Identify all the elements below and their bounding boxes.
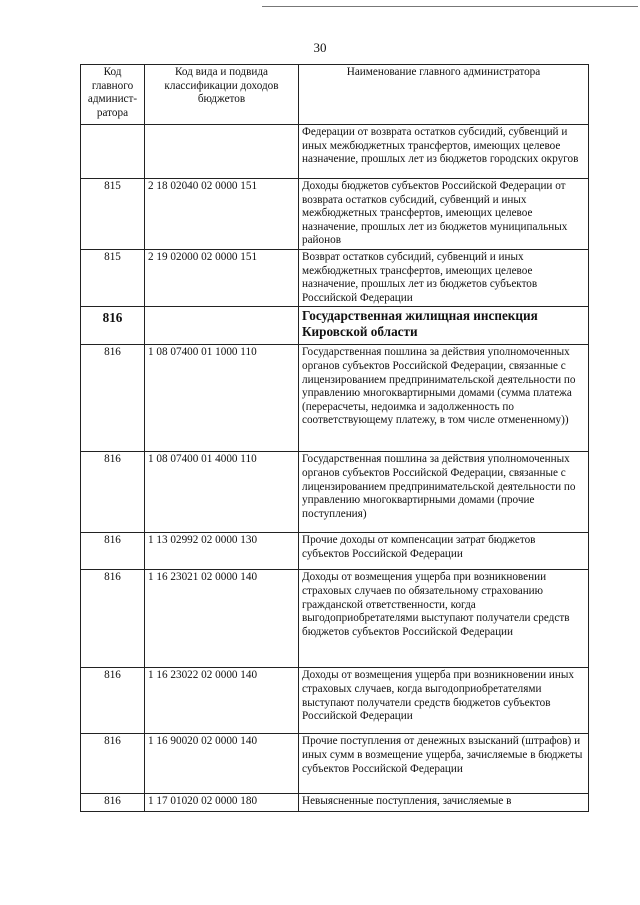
table-row	[81, 734, 589, 794]
revenue-code-cell: 2 18 02040 02 0000 151	[145, 179, 299, 250]
name-cell: Прочие доходы от компенсации затрат бюджетов субъектов Российской Федерации	[299, 533, 589, 570]
admin-code-cell	[81, 125, 145, 179]
table-row	[81, 533, 589, 570]
name-cell: Доходы от возмещения ущерба при возникновении страховых случаев по обязательному страхованию гражданской ответственности, когда выгодоприобретателями выступают получатели средств бюджетов субъектов Российской Федерации	[299, 570, 589, 668]
revenue-code-cell	[145, 125, 299, 179]
name-cell: Государственная пошлина за действия уполномоченных органов субъектов Российской Федерации, связанные с лицензированием предпринимательской деятельности по управлению многоквартирными домами (сумма платежа (перерасчеты, недоимка и задолженность по соответствующему платежу, в том числе отмененному))	[299, 345, 589, 452]
revenue-code-cell: 1 17 01020 02 0000 180	[145, 794, 299, 812]
revenue-code-cell	[145, 307, 299, 345]
header-revenue-code: Код вида и подвида классификации доходов бюджетов	[145, 65, 299, 125]
table-row	[81, 125, 589, 179]
admin-code-cell: 815	[81, 249, 145, 306]
name-cell: Возврат остатков субсидий, субвенций и иных межбюджетных трансфертов, имеющих целевое назначение, прошлых лет из бюджетов субъектов Российской Федерации	[299, 249, 589, 306]
table-row	[81, 345, 589, 452]
admin-code-cell: 816	[81, 794, 145, 812]
header-admin-name: Наименование главного администратора	[299, 65, 589, 125]
admin-code-cell: 816	[81, 570, 145, 668]
table-row	[81, 249, 589, 306]
page-number: 30	[313, 40, 327, 55]
revenue-code-cell: 1 13 02992 02 0000 130	[145, 533, 299, 570]
admin-code-cell: 816	[81, 734, 145, 794]
name-cell: Доходы бюджетов субъектов Российской Федерации от возврата остатков субсидий, субвенций и иных межбюджетных трансфертов, имеющих целевое назначение, прошлых лет из бюджетов муниципальных районов	[299, 179, 589, 250]
table-row	[81, 794, 589, 812]
revenue-code-cell: 1 16 23021 02 0000 140	[145, 570, 299, 668]
revenue-code-cell: 1 16 90020 02 0000 140	[145, 734, 299, 794]
name-cell: Федерации от возврата остатков субсидий, субвенций и иных межбюджетных трансфертов, имеющих целевое назначение, прошлых лет из бюджетов городских округов	[299, 125, 589, 179]
revenue-code-cell: 1 08 07400 01 1000 110	[145, 345, 299, 452]
table-header-row	[81, 65, 589, 125]
header-admin-code: Код главного админист-ратора	[81, 65, 145, 125]
admin-code-cell: 816	[81, 668, 145, 734]
table-row	[81, 570, 589, 668]
name-cell: Доходы от возмещения ущерба при возникновении иных страховых случаев, когда выгодоприобретателями выступают получатели средств бюджетов субъектов Российской Федерации	[299, 668, 589, 734]
name-cell: Государственная пошлина за действия уполномоченных органов субъектов Российской Федерации, связанные с лицензированием предпринимательской деятельности по управлению многоквартирными домами (прочие поступления)	[299, 452, 589, 533]
revenue-code-cell: 2 19 02000 02 0000 151	[145, 249, 299, 306]
revenue-code-cell: 1 08 07400 01 4000 110	[145, 452, 299, 533]
admin-code-cell: 816	[81, 533, 145, 570]
admin-code-cell: 815	[81, 179, 145, 250]
table-row	[81, 179, 589, 250]
section-heading-row	[81, 307, 589, 345]
revenue-code-cell: 1 16 23022 02 0000 140	[145, 668, 299, 734]
table-row	[81, 452, 589, 533]
name-cell: Прочие поступления от денежных взысканий (штрафов) и иных сумм в возмещение ущерба, зачисляемые в бюджеты субъектов Российской Федерации	[299, 734, 589, 794]
revenue-table	[80, 64, 589, 812]
name-cell: Невыясненные поступления, зачисляемые в	[299, 794, 589, 812]
admin-code-cell: 816	[81, 307, 145, 345]
admin-code-cell: 816	[81, 452, 145, 533]
top-rule	[262, 6, 638, 7]
section-title-cell: Государственная жилищная инспекция Кировской области	[299, 307, 589, 345]
admin-code-cell: 816	[81, 345, 145, 452]
table-row	[81, 668, 589, 734]
